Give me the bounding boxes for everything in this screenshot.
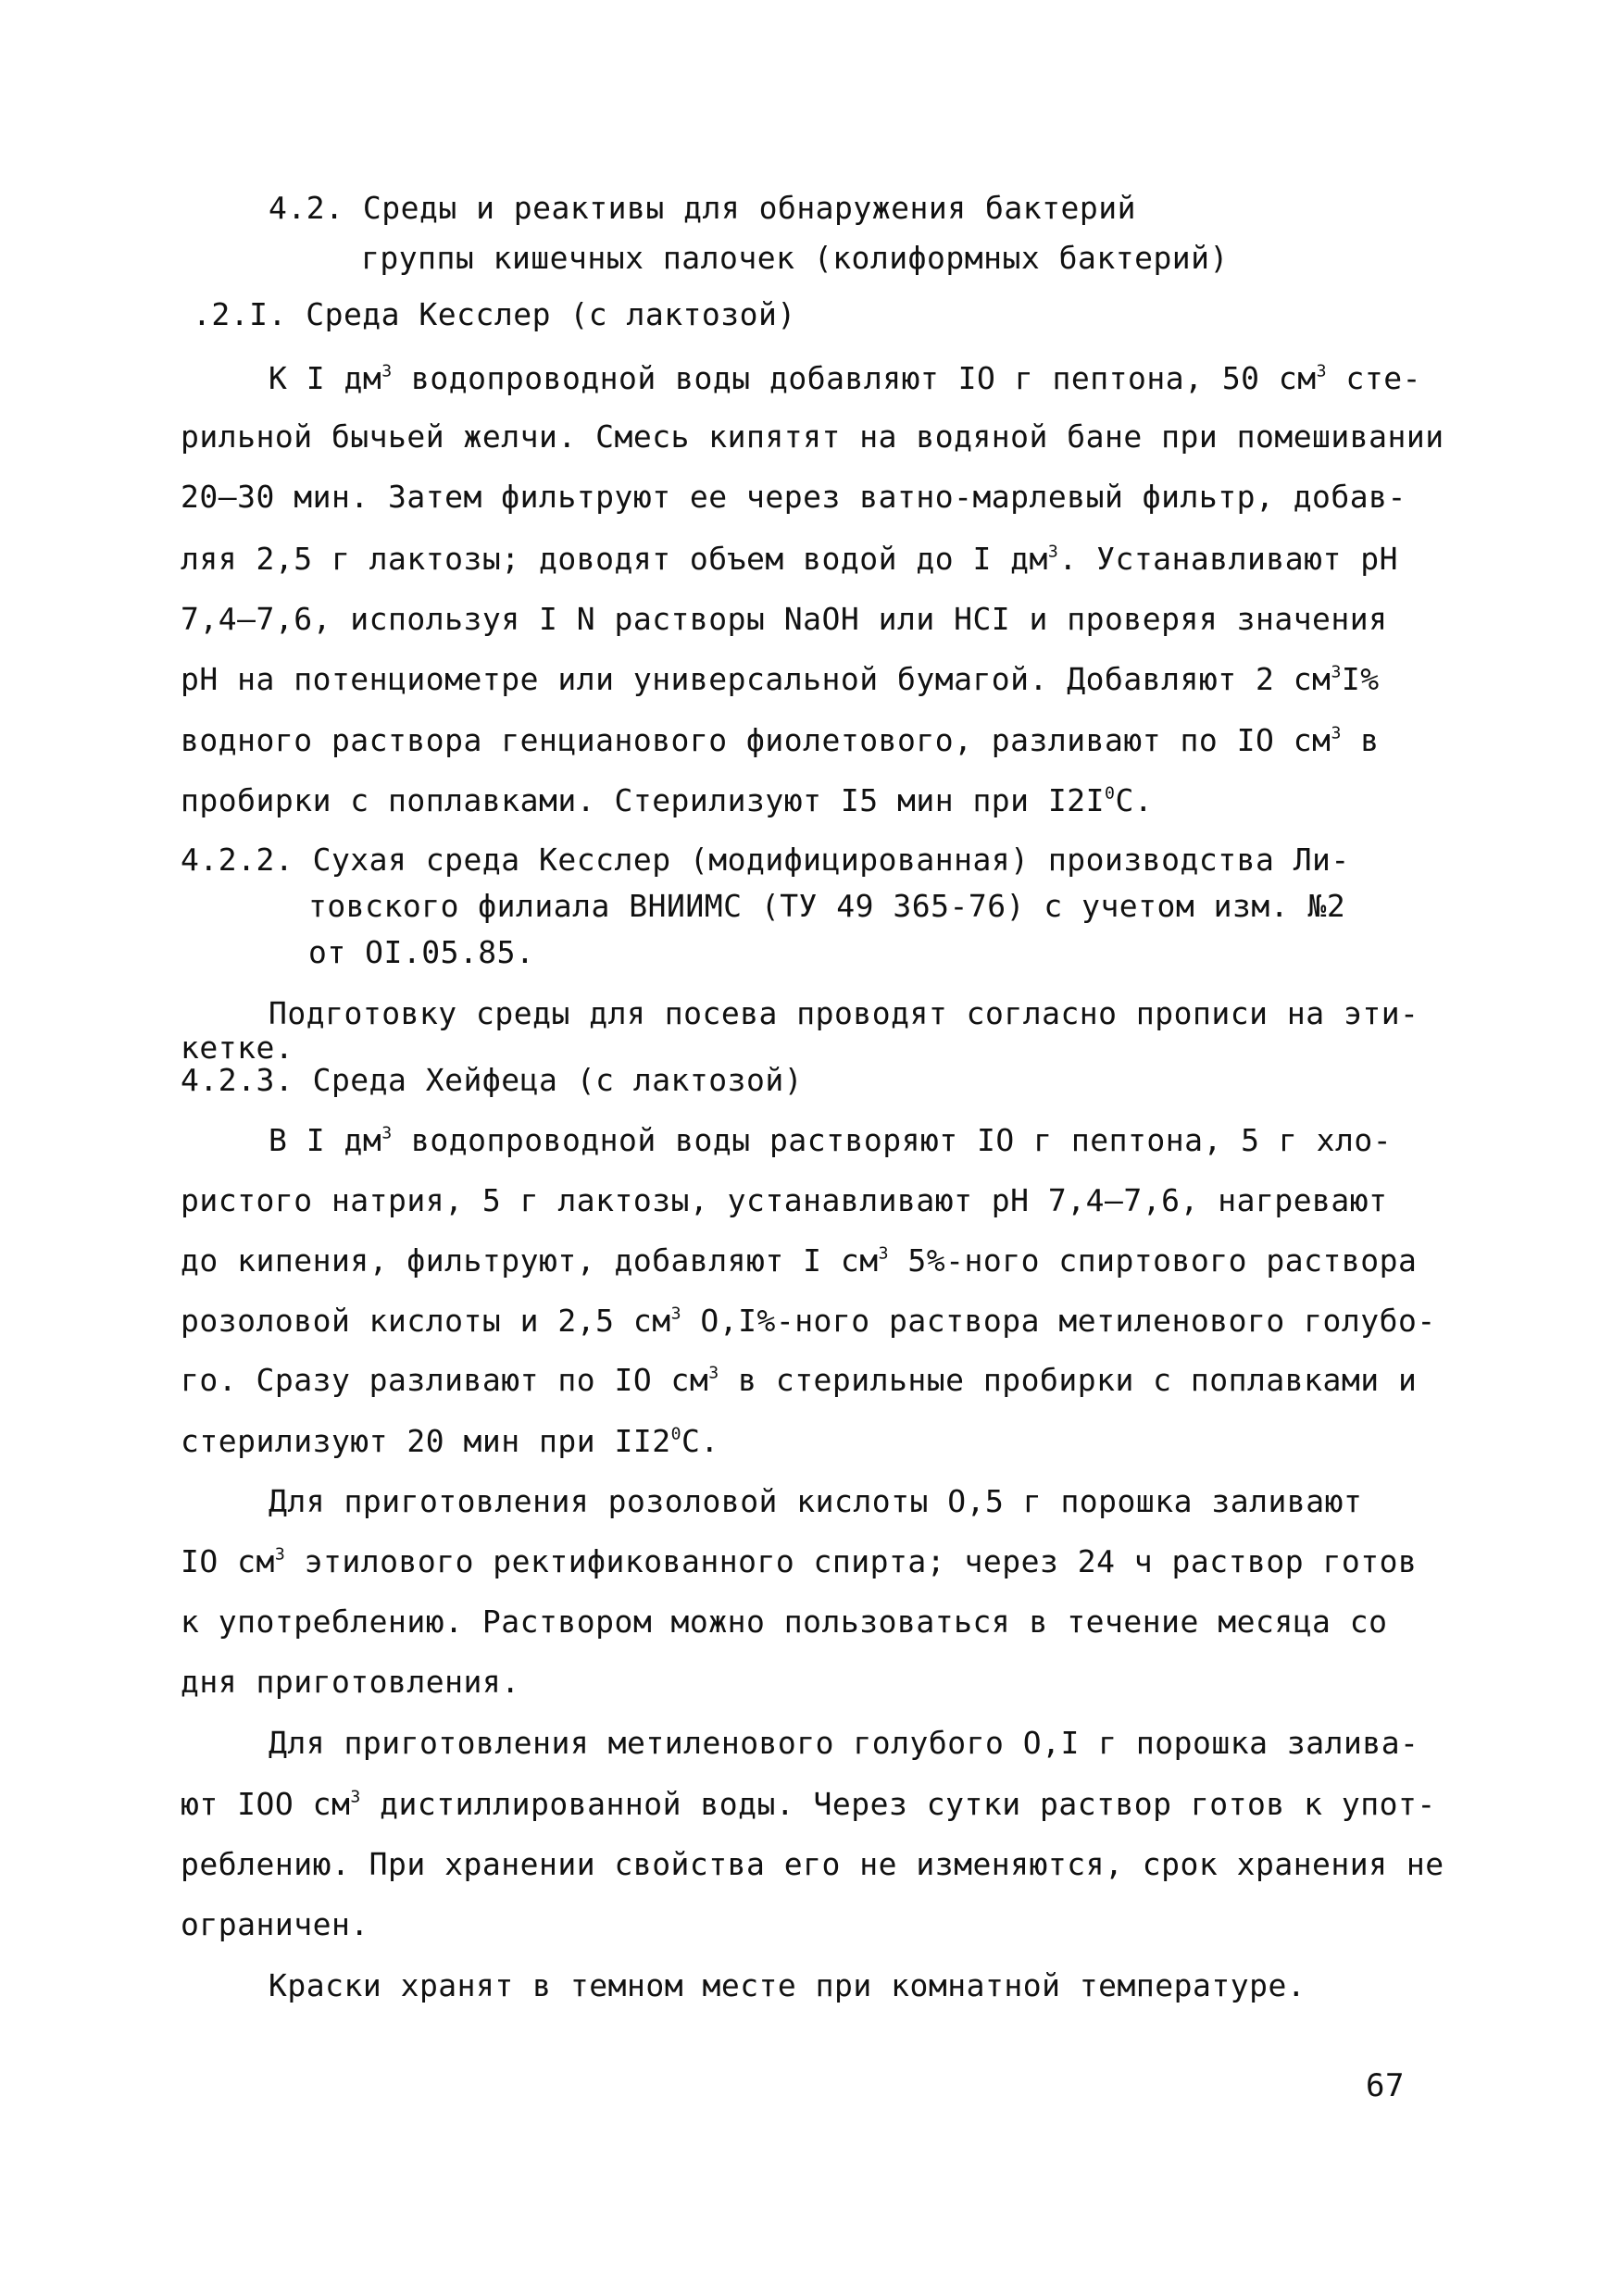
paragraph-line: К I $дм^3$ водопроводной воды добавляют IO г пептона, 50 $см^3$ сте- bbox=[269, 360, 1421, 396]
paragraph-line: 7,4–7,6, используя I N растворы NaOH или HCI и проверяя значения bbox=[181, 601, 1388, 637]
paragraph-line: pH на потенциометре или универсальной бумагой. Добавляют 2 $см^3I\%$ bbox=[181, 661, 1380, 697]
subsection-title: 4.2.2. Сухая среда Кесслер (модифицированная) производства Ли- bbox=[181, 842, 1350, 878]
paragraph-line: Краски хранят в темном месте при комнатной температуре. bbox=[269, 1967, 1306, 2003]
paragraph-line: 20–30 мин. Затем фильтруют ее через ватно-марлевый фильтр, добав- bbox=[181, 479, 1406, 515]
paragraph-line: до кипения, фильтруют, добавляют I $см^3$ 5%-ного спиртового раствора bbox=[181, 1242, 1418, 1279]
paragraph-line: ют IOO $см^3$ дистиллированной воды. Через сутки раствор готов к упот- bbox=[181, 1786, 1436, 1822]
paragraph-line: стерилизуют 20 мин при $II2^0С$. bbox=[181, 1423, 719, 1459]
paragraph-line: ляя 2,5 г лактозы; доводят объем водой до I $дм^3$. Устанавливают pH bbox=[181, 541, 1398, 577]
paragraph-line: Для приготовления метиленового голубого O,I г порошка залива- bbox=[269, 1725, 1419, 1761]
paragraph-line: водного раствора генцианового фиолетового, разливают по IO $см^3$ в bbox=[181, 722, 1380, 758]
subsection-title: 4.2.3. Среда Хейфеца (с лактозой) bbox=[181, 1062, 804, 1098]
paragraph-line: пробирки с поплавками. Стерилизуют I5 мин при $I2I^0С$. bbox=[181, 782, 1154, 818]
paragraph-line: Подготовку среды для посева проводят согласно прописи на эти- bbox=[269, 995, 1419, 1031]
page-number: 67 bbox=[1366, 2067, 1405, 2104]
paragraph-line: Для приготовления розоловой кислоты O,5 г порошка заливают bbox=[269, 1483, 1363, 1519]
section-heading-line2: группы кишечных палочек (колиформных бактерий) bbox=[361, 240, 1229, 276]
paragraph-line: ристого натрия, 5 г лактозы, устанавливают pH 7,4–7,6, нагревают bbox=[181, 1182, 1388, 1218]
subsection-title: от OI.05.85. bbox=[308, 934, 535, 970]
subsection-title: .2.I. Среда Кесслер (с лактозой) bbox=[193, 296, 796, 332]
paragraph-line: дня приготовления. bbox=[181, 1664, 520, 1700]
paragraph-line: кетке. bbox=[181, 1029, 294, 1066]
paragraph-line: рильной бычьей желчи. Смесь кипятят на водяной бане при помешивании bbox=[181, 418, 1444, 455]
section-heading-number: 4.2. bbox=[269, 190, 344, 226]
paragraph-line: к употреблению. Раствором можно пользоваться в течение месяца со bbox=[181, 1603, 1388, 1640]
paragraph-line: го. Сразу разливают по IO $см^3$ в стерильные пробирки с поплавками и bbox=[181, 1362, 1418, 1398]
paragraph-line: В I $дм^3$ водопроводной воды растворяют IO г пептона, 5 г хло- bbox=[269, 1122, 1393, 1158]
paragraph-line: ограничен. bbox=[181, 1906, 369, 1942]
paragraph-line: розоловой кислоты и 2,5 $см^3$ O,I%-ного раствора метиленового голубо- bbox=[181, 1303, 1436, 1339]
section-heading-title: Среды и реактивы для обнаружения бактерий bbox=[362, 190, 1136, 226]
subsection-title: товского филиала ВНИИМС (ТУ 49 365-76) с учетом изм. №2 bbox=[308, 888, 1346, 924]
section-heading-line1 bbox=[269, 190, 1136, 226]
paragraph-line: реблению. При хранении свойства его не изменяются, срок хранения не bbox=[181, 1846, 1444, 1882]
paragraph-line: IO $см^3$ этилового ректификованного спирта; через 24 ч раствор готов bbox=[181, 1543, 1418, 1579]
